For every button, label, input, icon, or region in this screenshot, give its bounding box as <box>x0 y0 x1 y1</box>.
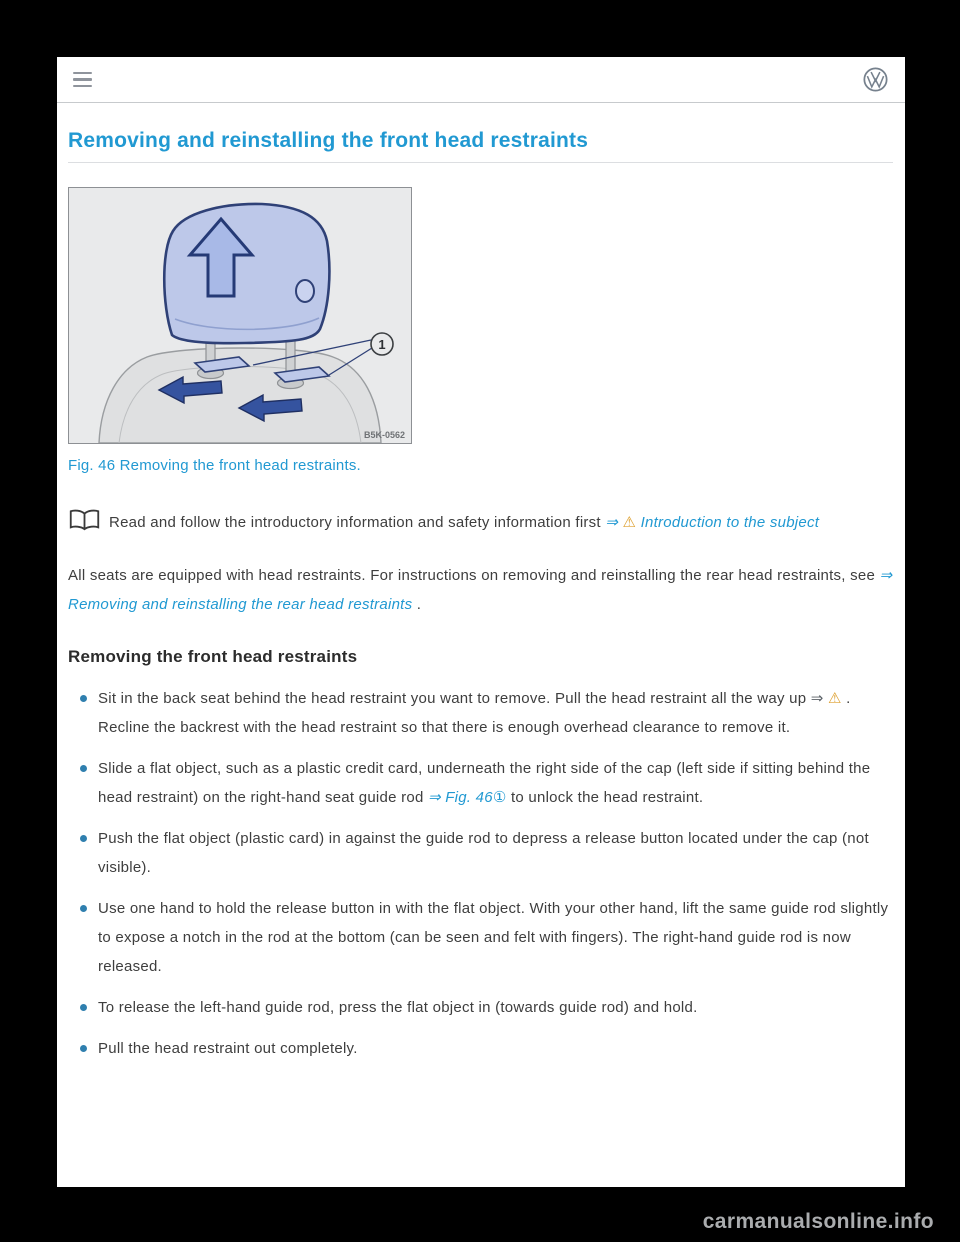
list-item <box>98 894 893 981</box>
xref-arrow: ⇒ <box>605 514 619 531</box>
xref-arrow: ⇒ <box>427 789 441 806</box>
intro-paragraph <box>68 561 893 619</box>
step-text: Use one hand to hold the release button in with the flat object. With your other hand, lift the same guide rod slightly to expose a notch in the rod at the bottom (can be seen and felt with fingers). The right-hand guide rod is now released. <box>98 900 889 975</box>
step-text: Pull the head restraint out completely. <box>98 1040 358 1057</box>
step-text: Sit in the back seat behind the head restraint you want to remove. Pull the head restraint all the way up <box>98 690 807 707</box>
link-introduction-to-subject[interactable]: Introduction to the subject <box>640 514 820 531</box>
section-heading: Removing the front head restraints <box>68 647 358 666</box>
xref-arrow: ⇒ <box>879 567 893 584</box>
manual-page <box>57 57 905 1187</box>
page-title: Removing and reinstalling the front head restraints <box>68 129 589 152</box>
vw-logo-icon <box>862 66 889 93</box>
step-text: to unlock the head restraint. <box>510 789 704 806</box>
list-item <box>98 1034 893 1063</box>
figure-caption: Fig. 46 Removing the front head restraints. <box>68 457 361 474</box>
figure-part-label: B5K-0562 <box>363 430 405 440</box>
step-text: Slide a flat object, such as a plastic credit card, underneath the right side of the cap (left side if sitting behind the head restraint) on the right-hand seat guide rod <box>98 760 871 806</box>
list-item <box>98 824 893 882</box>
list-item <box>98 993 893 1022</box>
safety-note <box>68 508 893 537</box>
link-fig-46[interactable] <box>428 789 507 806</box>
figure-46 <box>68 187 893 474</box>
xref-arrow: ⇒ <box>810 690 824 707</box>
hamburger-menu-icon[interactable] <box>71 68 94 92</box>
open-book-icon <box>68 508 101 532</box>
instruction-list <box>68 684 893 1063</box>
warning-triangle-icon: ⚠ <box>622 514 637 531</box>
head-restraint-illustration <box>68 187 412 444</box>
list-item <box>98 754 893 812</box>
warning-triangle-icon: ⚠ <box>828 690 842 707</box>
intro-period: . <box>416 596 422 613</box>
page-content <box>57 129 905 1063</box>
list-item <box>98 684 893 742</box>
link-label: Fig. 46 <box>445 789 493 806</box>
callout-1-icon: ① <box>492 789 507 806</box>
site-watermark: carmanualsonline.info <box>702 1210 934 1233</box>
step-text: Push the flat object (plastic card) in against the guide rod to depress a release button located under the cap (not visible). <box>98 830 869 876</box>
intro-text: All seats are equipped with head restraints. For instructions on removing and reinstalling the rear head restraints, see <box>68 567 876 584</box>
figure-callout-1: 1 <box>378 337 386 352</box>
step-text: . Recline the backrest with the head restraint so that there is enough overhead clearance to remove it. <box>98 690 851 736</box>
page-header <box>57 57 905 103</box>
title-divider <box>68 162 893 163</box>
link-label: Removing and reinstalling the rear head restraints <box>68 596 413 613</box>
note-text: Read and follow the introductory information and safety information first <box>109 514 601 531</box>
step-text: To release the left-hand guide rod, press the flat object in (towards guide rod) and hold. <box>98 999 698 1016</box>
